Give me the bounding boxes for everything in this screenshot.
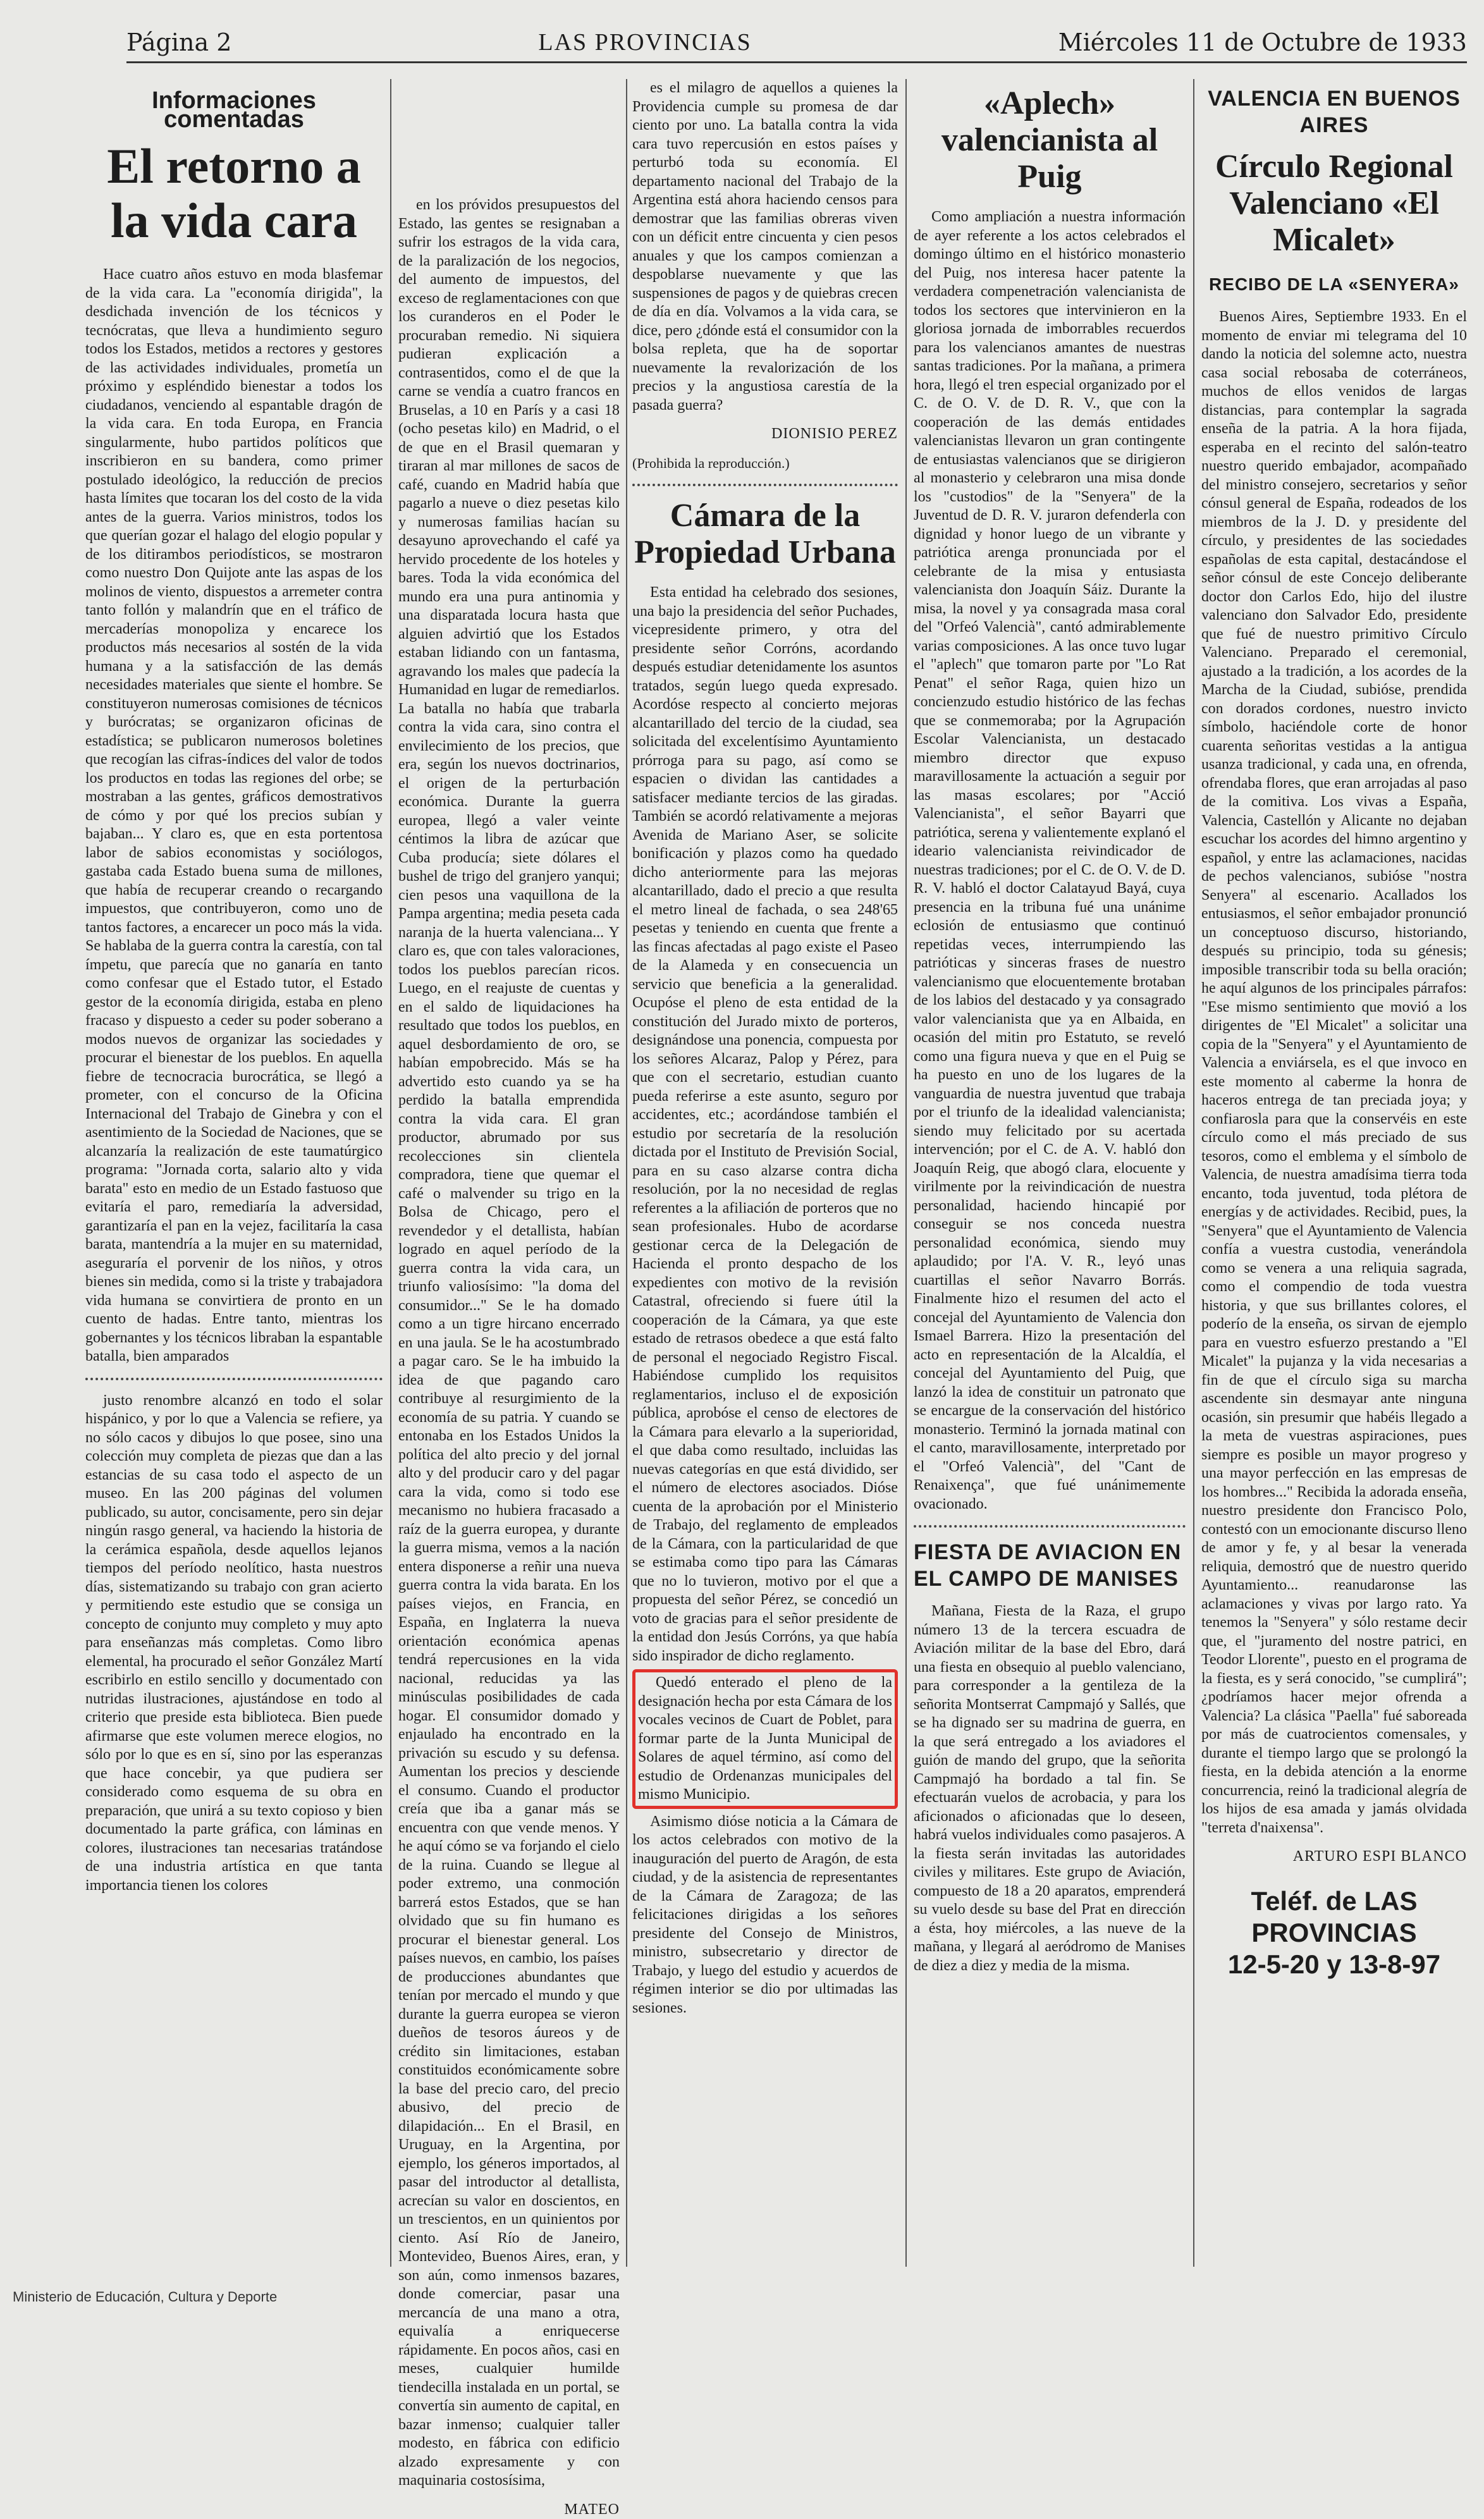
byline-arturo-espi: ARTURO ESPI BLANCO <box>1201 1848 1467 1866</box>
divider <box>914 1525 1186 1528</box>
article-conclusion: es el milagro de aquellos a quienes la Providencia cumple su promesa de dar ciento por uno. La batalla contra la vida cara tuvo repercusión en estos países y perturbó toda su economía. El departamento nacional del Trabajo de la Argentina está ahora haciendo censos para demostrar que las familias obreras viven con un déficit entre cincuenta y cien pesos anuales y que los campos comienzan a despoblarse nuevamente y que las suspensiones de pagos y de quiebras crecen de día en día. Volvamos a la vida cara, se dice, pero ¿dónde está el consumidor con la bolsa repleta, que ha de soportar nuevamente la revalorización de los precios y la angustiosa carestía de la pasada guerra? <box>632 79 898 415</box>
column-5 <box>1201 79 1467 2273</box>
section-kicker-buenos-aires: VALENCIA EN BUENOS AIRES <box>1201 85 1467 138</box>
page-number: Página 2 <box>126 28 231 56</box>
book-review-body: justo renombre alcanzó en todo el solar hispánico, y por lo que a Valencia se refiere, ya no sólo cacos y dibujos lo que posee, sino una colección muy completa de piezas que dan a las estancias de su casa todo el aspecto de un museo. En las 200 páginas del volumen publicado, su autor, concisamente, pero sin dejar ningún rasgo general, va haciendo la historia de la cerámica española, desde aquellos lejanos tiempos del período neolítico, hasta nuestros días, sistematizando su trabajo con gran acierto y permitiendo este estudio que se consiga un concepto de conjunto muy completo y muy apto para enseñanzas más completas. Como libro elemental, ha procurado el señor González Martí escribirlo en estilo sencillo y documentado con nutridas ilustraciones, ajustándose en todo al criterio que preside esta biblioteca. Bien puede afirmarse que este volumen merece elogios, no sólo por lo que es en sí, sino por las esperanzas que hace concebir, ya que pudiera ser considerado como esquema de su obra en preparación, que unirá a su texto copioso y bien documentado la parte gráfica, con láminas en colores, ilustraciones tan necesarias tratándose de una industria artística en que tanta importancia tienen los colores <box>85 1392 383 1896</box>
phone-ad-title: Teléf. de LAS PROVINCIAS <box>1201 1885 1467 1949</box>
section-kicker: Informaciones comentadas <box>85 92 383 129</box>
headline-aplech: «Aplech» valencianista al Puig <box>914 85 1186 195</box>
newspaper-title: LAS PROVINCIAS <box>538 28 751 56</box>
highlighted-paragraph <box>632 1669 898 1809</box>
aviacion-article-body: Mañana, Fiesta de la Raza, el grupo número 13 de la tercera escuadra de Aviación militar de la base del Ebro, dará una fiesta en obsequio al pueblo valenciano, para corresponder a la gentileza de la señorita Montserrat Campmajó y Sallés, que se ha dignado ser su madrina de guerra, en la que será entregado a los aviadores el guión de mando del grupo, que la señorita Campmajó ha bordado a tal fin. Se efectuarán vuelos de acrobacia, y para los aficionados o aficionadas que lo deseen, habrá vuelos individuales como pasajeros. A la fiesta serán invitadas las autoridades civiles y militares. Este grupo de Aviación, compuesto de 18 a 20 aparatos, emprenderá su vuelo desde su base del Prat en dirección a ésta, hoy miércoles, a las nueve de la mañana, y llegará al aeródromo de Manises de diez a diez y media de la misma. <box>914 1602 1186 1975</box>
column-3 <box>632 79 898 2273</box>
column-rule <box>905 79 907 2267</box>
column-rule <box>626 79 627 2267</box>
article-body-continued: en los próvidos presupuestos del Estado, las gentes se resignaban a sufrir los estragos de la vida cara, de la paralización de los negocios, del aumento de impuestos, del exceso de reglamentaciones con que los curanderos en el Poder le procuraban remedio. Ni siquiera pudieran explicación a contrasentidos, como el de que la carne se vendía a cuatro francos en Bruselas, a 10 en París y a casi 18 (ocho pesetas kilo) en Madrid, o el de que en el Brasil quemaran y tiraran al mar millones de sacos de café, cuando en Madrid había que pagarlo a nueve o diez pesetas kilo y numerosas familias hacían su desayuno aprovechando el café ya hervido procedente de los hoteles y bares. Toda la vida económica del mundo era una pura antinomia y una disparatada locura hasta que alguien advirtió que los Estados estaban lidiando con un fantasma, agravando los males que padecía la Humanidad en lugar de remediarlos. La batalla no había que trabarla contra la vida cara, sino contra el envilecimiento de los precios, que era, según los nuevos doctrinarios, el origen de la perturbación económica. Durante la guerra europea, llegó a valer veinte céntimos la libra de azúcar que Cuba producía; siete dólares el bushel de trigo del granjero yanqui; cien pesos una vaquillona de la Pampa argentina; media peseta cada naranja de la huerta valenciana... Y claro es, que con tales valoraciones, todos los pueblos parecían ricos. Luego, en el reajuste de cuentas y en el saldo de liquidaciones ha resultado que todos los pueblos, en aquel desbordamiento de oro, se habían empobrecido. Más se ha advertido esto cuando ya se ha perdido la batalla emprendida contra la vida cara. El gran productor, abrumado por sus recolecciones sin clientela compradora, tiene que quemar el café o malvender su trigo en la Bolsa de Chicago, pero el revendedor y el detallista, habían logrado en aquel período de la guerra contra la vida cara, un triunfo valiosísimo: "la doma del consumidor..." Se le ha domado como a un tigre hircano encerrado en una jaula. Se le ha acostumbrado a pagar caro. Se le ha imbuido la idea de que pagando caro contribuye al resurgimiento de la economía de su patria. Y cuando se entonaba en los Estados Unidos la política del alto precio y del jornal alto y del producir caro y del pagar cara la vida, como si todo ese mecanismo no hubiera fracasado a raíz de la guerra europea, y durante la guerra misma, vemos a la nación entera disponerse a reñir una nueva guerra contra la vida barata. En los países viejos, en Francia, en España, en Inglaterra la nueva orientación económica apenas tendrá repercusiones en la vida nacional, reducidas ya las minúsculas posibilidades de cada hogar. El consumidor domado y enjaulado ha encontrado en la privación su escudo y su defensa. Aumentan los precios y desciende el consumo. Cuando el productor creía que iba a ganar más se encuentra con que vende menos. Y he aquí cómo se va forjando el cielo de la ruina. Cuando se llegue al poder extremo, una conmoción barrerá estos Estados, que se han olvidado que su fin humano es procurar el bienestar general. Los países nuevos, en cambio, los países de producciones abundantes que tenían por mercado el mundo y que durante la guerra europea se vieron dueños de tesoros áureos y de crédito sin limitaciones, estaban constituidos económicamente sobre la base del precio caro, del precio abusivo, del precio de dilapidación... En el Brasil, en Uruguay, en la Argentina, por ejemplo, los géneros importados, al pasar del introductor al detallista, acrecían su valor en doscientos, en un trescientos, en un quinientos por ciento. Así Río de Janeiro, Montevideo, Buenos Aires, eran, y son aún, como inmensos bazares, donde comerciar, pasar una mercancía de una mano a otra, equivalía a enriquecerse rápidamente. En pocos años, casi en meses, cualquier humilde tiendecilla instalada en un portal, se convertía sin aumento de capital, en bazar inmenso; cualquier taller modesto, en fábrica con edificio alzado expresamente y con maquinaria costosísima, <box>398 196 620 2491</box>
highlighted-text: Quedó enterado el pleno de la designación hecha por esta Cámara de los vocales vecinos de Cuart de Poblet, para formar parte de la Junta Municipal de Solares de aquel término, así como del estudio de Ordenanzas municipales del mismo Municipio. <box>638 1674 892 1805</box>
column-2 <box>398 196 620 2390</box>
archive-credit: Ministerio de Educación, Cultura y Deporte <box>13 2289 277 2305</box>
headline-aviacion: FIESTA DE AVIACION EN EL CAMPO DE MANISES <box>914 1539 1186 1592</box>
camara-article-body: Esta entidad ha celebrado dos sesiones, una bajo la presidencia del señor Puchades, vicepresidente primero, y otra del presidente señor Corróns, acordando después estudiar detenidamente los asuntos tratados, según luego queda expresado. Acordóse respecto al concierto mejoras alcantarillado del tercio de la ciudad, sea solicitada del excelentísimo Ayuntamiento prórroga para su pago, así como se espacien o dividan las cantidades a satisfacer mediante tercios de las giradas. También se acordó relativamente a mejoras Avenida de Mariano Aser, se solicite bonificación y plazos como ha quedado dicho anteriormente para las mejoras alcantarillado, dado el precio a que resulta el metro lineal de fachada, o sea 248'65 pesetas y teniendo en cuenta que frente a las fincas afectadas al pago existe el Paseo de la Alameda y en consecuencia un servicio que beneficia a la generalidad. Ocupóse el pleno de esta entidad de la constitución del Jurado mixto de porteros, designándose una ponencia, compuesta por los señores Alcaraz, Palop y Pérez, para que con el secretario, estudian cuanto pueda referirse a este asunto, seguro por accidentes, etc.; acordándose también el estudio por secretaría de la resolución dictada por el Instituto de Previsión Social, para en su caso alzarse contra dicha resolución, por la no necesidad de reglas referentes a la afiliación de porteros que no sean profesionales. Hubo de acordarse gestionar cerca de la Delegación de Hacienda el pronto despacho de los expedientes con motivo de la revisión Catastral, ofreciendo si fuere útil la cooperación de la Cámara, ya que este estado de retrasos obedece a que está falto de personal el negociado Registro Fiscal. Habiéndose cumplido los requisitos reglamentarios, incluso el de exposición pública, aprobóse el censo de electores de la Cámara para elevarlo a la superioridad, el que daba como resultado, incluidas las nuevas categorías en que está dividido, ser el número de electores asociados. Dióse cuenta de la aprobación por el Ministerio de Trabajo, del reglamento de empleados de la Cámara, con la particularidad de que se estimaba como tipo para las Cámaras que no lo tuvieron, motivo por el que a propuesta del señor Pérez, se concedió un voto de gracias para el señor presidente de la entidad don Jesús Corróns, ya que había sido inspirador de dicho reglamento. <box>632 584 898 1665</box>
column-rule <box>1193 79 1194 2267</box>
circulo-article-body: Buenos Aires, Septiembre 1933. En el momento de enviar mi telegrama del 10 dando la noticia del solemne acto, nuestra casa social rebosaba de coterráneos, muchos de ellos venidos de largas distancias, para contemplar la sagrada enseña de la patria. A la hora fijada, esperaba en el recinto del salón-teatro nuestro querido embajador, acompañado del ministro consejero, secretarios y señor cónsul general de España, rodeados de los miembros de la J. D. y presidente del círculo, y presidentes de las sociedades españolas de esta capital, destacándose el señor cónsul de este Concejo deliberante doctor don Carlos Edo, hijo del ilustre valenciano don Salvador Edo, presidente que fué de nuestro primitivo Círculo Valenciano. Preparado el ceremonial, ajustado a la tradición, a los acordes de la Marcha de la Ciudad, subióse, prendida con dorados cordones, nuestro invicto símbolo, haciéndole corte de honor cuarenta señoritas vestidas a la antigua usanza tradicional, y cada una, en ofrenda, ofrendaba flores, que eran arrojadas al paso de la comitiva. Los vivas a España, Valencia, Castellón y Alicante no dejaban escuchar los acordes del himno argentino y español, y entre las aclamaciones, nacidas de pechos valencianos, subióse "nostra Senyera" al escenario. Acallados los entusiasmos, el señor embajador pronunció un conceptuoso discurso, historiando, después su principio, toda su génesis; imposible transcribir toda su bella oración; he aquí algunos de los principales párrafos: "Ese mismo sentimiento que movió a los dirigentes de "El Micalet" a solicitar una copia de la "Senyera" y el Ayuntamiento de Valencia a enviársela, es el que invoco en este momento al caberme la honra de haceros entrega de tan preciada joya; y confiarosla para que la conservéis en este círculo como el más preciado de sus tesoros, como el emblema y el símbolo de Valencia, de nuestra amadísima tierra toda encanto, toda juventud, toda plétora de energías y de actividades. Recibid, pues, la "Senyera" que el Ayuntamiento de Valencia confía a vuestra custodia, venerándola como se venera a una reliquia sagrada, como el compendio de toda vuestra historia, y que sus brillantes colores, el poderío de la enseña, os sirvan de ejemplo para en vuestro esfuerzo prestando a "El Micalet" la pujanza y la vida necesarias a fin de que el círculo siga su marcha ascendente sin desmayar ante ninguna ocasión, sin presumir que habéis llegado a la meta de vuestras aspiraciones, pues siempre es posible un mayor progreso y una mayor perfección en las empresas de los hombres..." Recibida la adorada enseña, nuestro presidente don Francisco Polo, contestó con un emocionante discurso lleno de amor y fe, y al besar la venerada reliquia, demostró que de nuestro querido Ayuntamiento... reanudaronse las aclamaciones y vivas por largo rato. Ya tenemos la "Senyera" y sólo restame decir que, el "juramento del nostre patrici, en Teodor Llorente", puesto en el programa de la fiesta, es y será conocido, "se cumplirá"; ¿podríamos hacer mejor ofrenda a Valencia? La clásica "Paella" fué saboreada por más de cuatrocientos comensales, y durante el tiempo largo que se prolongó la fiesta, en la debida atención a la enorme concurrencia, reinó la tradicional alegría de los hijos de esa amada y jamás olvidada "terreta d'naixensa". <box>1201 308 1467 1837</box>
headline-camara-propiedad: Cámara de la Propiedad Urbana <box>632 498 898 571</box>
byline-mateo: MATEO <box>398 2501 620 2519</box>
headline-vida-cara: El retorno a la vida cara <box>85 139 383 248</box>
headline-circulo-regional: Círculo Regional Valenciano «El Micalet» <box>1201 149 1467 259</box>
byline-dionisio-perez: DIONISIO PEREZ <box>632 425 898 444</box>
subheadline-senyera: RECIBO DE LA «SENYERA» <box>1201 271 1467 298</box>
masthead <box>126 19 1467 63</box>
article-body: Hace cuatro años estuvo en moda blasfemar de la vida cara. La "economía dirigida", la desdichada invención de los técnicos y tecnócratas, que lleva a hundimiento seguro todos los Estados, metidos a rectores y gestores de las actividades individuales, prometía un próximo y espléndido bienestar a todos los ciudadanos, venciendo al espantable dragón de la vida cara. En toda Europa, en Francia singularmente, hubo partidos políticos que inscribieron en su bandera, como primer postulado ideológico, la reducción de precios hasta límites que tocaran los del costo de la vida antes de la guerra. Varios ministros, todos los que querían gozar el halago del elogio popular y de los ditirambos periodísticos, se mostraron como nuestro Don Quijote ante las aspas de los molinos de viento, dispuestos a arremeter contra tanto follón y malandrín que en el tráfico de mercaderías monopoliza y encarece los productos más necesarios al sostén de la vida humana y a la satisfacción de las demás necesidades materiales que siente el hombre. Se constituyeron numerosas comisiones de técnicos y burócratas; se organizaron oficinas de estadística; se publicaron numerosos boletines que recogían las cifras-índices del valor de todos los productos en todas las regiones del orbe; se mostraban a las gentes, gráficos demostrativos de cómo y por qué los precios subían y bajaban... Y claro es, que en esta portentosa labor de sabios economistas y sociólogos, gastaba cada Estado buena suma de millones, que había de recuperar creando o recargando impuestos, que contribuyeron, como uno de tantos factores, a encarecer un poco más la vida. Se hablaba de la guerra contra la carestía, con tal ímpetu, que parecía que no ganaría en tanto como confesar que el Estado tutor, el Estado gestor de la economía dirigida, estaba en pleno fracaso y dispuesto a ceder su poder soberano a modos nuevos de organizar las sociedades y procurar el bienestar de los pueblos. En aquella fiebre de tecnocracia burocrática, se llegó a prometer, con el concurso de la Oficina Internacional del Trabajo de Ginebra y con el asentimiento de la Sociedad de Naciones, que se alcanzaría la realización de este taumatúrgico programa: "Jornada corta, salario alto y vida barata" esto en medio de un Estado fastuoso que evitaría el paro, remediaría la adversidad, garantizaría el pan en la vejez, facilitaría la casa barata, mantendría a la mujer en su maternidad, aseguraría el porvenir de los niños, y otros bienes sin medida, como si la triste y trabajadora vida humana se convirtiera de pronto en un cuento de hadas. Entre tanto, mientras los gobernantes y los técnicos libraban la espantable batalla, bien amparados <box>85 266 383 1366</box>
camara-article-end: Asimismo dióse noticia a la Cámara de los actos celebrados con motivo de la inauguración del puerto de Aragón, de esta ciudad, y de la asistencia de representantes de la Cámara de Zaragoza; de las felicitaciones dirigidas a los señores presidente del Consejo de Ministros, ministro, subsecretario y director de Trabajo, y luego del estudio y acuerdos de régimen interior se dio por ultimadas las sesiones. <box>632 1813 898 2018</box>
phone-ad-numbers: 12-5-20 y 13-8-97 <box>1201 1949 1467 1980</box>
column-rule <box>390 79 391 2267</box>
column-4 <box>914 79 1186 2273</box>
column-1 <box>85 79 383 2273</box>
issue-date: Miércoles 11 de Octubre de 1933 <box>1058 28 1467 56</box>
phone-ad <box>1201 1885 1467 1980</box>
reproduction-note: (Prohibida la reproducción.) <box>632 454 898 473</box>
divider <box>632 484 898 486</box>
aplech-article-body: Como ampliación a nuestra información de ayer referente a los actos celebrados el domingo último en el histórico monasterio del Puig, nos interesa hacer patente la verdadera compenetración valencianista de todos los sectores que intervinieron en la gloriosa jornada de imborrables recuerdos para los valencianos amantes de nuestras santas tradiciones. Por la mañana, a primera hora, llegó el tren especial organizado por el C. de O. V. de D. R. V., que con la cooperación de las demás entidades valencianistas llevaron un gran contingente de entusiastas valencianos que se dirigieron al monasterio y celebraron una misa donde los "custodios" de la "Senyera" de la Juventud de D. R. V. juraron defenderla con dignidad y honor luego de un vibrante y patriótica arenga pronunciada por el celebrante de la misa y entusiasta valencianista don Joaquín Sáiz. Durante la misa, la novel y ya consagrada masa coral del "Orfeó Valencià", cantó admirablemente varias composiciones. A las once tuvo lugar el "aplech" que tomaron parte por "Lo Rat Penat" el señor Raga, quien hizo un concienzudo estudio histórico de las fechas que se conmemoraba; por la Agrupación Escolar Valencianista, un destacado miembro director que expuso maravillosamente la actuación a seguir por las masas escolares; por "Acció Valencianista", el señor Bayarri que patriótica, serena y valientemente explanó el ideario valencianista reivindicador de nuestras tradiciones; por el C. de O. V. de D. R. V. habló el doctor Calatayud Bayá, cuya presencia en la tribuna fué una unánime eclosión de entusiasmo que continuó repetidas veces, interrumpiendo las patrióticas y sinceras frases de nuestro valencianismo que elocuentemente brotaban de los labios del destacado y ya consagrado valor valencianista que ya en Albaida, en ocasión del mitin pro Estatuto, se reveló como una figura nueva y que en el Puig se ha puesto en uno de los lugares de la vanguardia de nuestra juventud que trabaja por el triunfo de la idealidad valencianista; siendo muy felicitado por su acertada intervención; por el C. de A. V. habló don Joaquín Reig, que abogó clara, elocuente y virilmente por la reivindicación de nuestra personalidad, haciendo hincapié por conseguir se nos conceda nuestra personalidad económica, siendo muy aplaudido; por l'A. V. R., leyó unas cuartillas el señor Navarro Borrás. Finalmente hizo el resumen del acto el concejal del Ayuntamiento de Valencia don Ismael Barrera. Hizo la presentación del acto en representación de la Alcaldía, el concejal del Ayuntamiento del Puig, que lanzó la idea de constituir un patronato que se encargue de la conservación del histórico monasterio. Terminó la jornada matinal con el canto, maravillosamente, interpretado por el "Orfeó Valencià", del "Cant de Renaixença", que fué unánimemente ovacionado. <box>914 208 1186 1514</box>
divider <box>85 1378 383 1380</box>
